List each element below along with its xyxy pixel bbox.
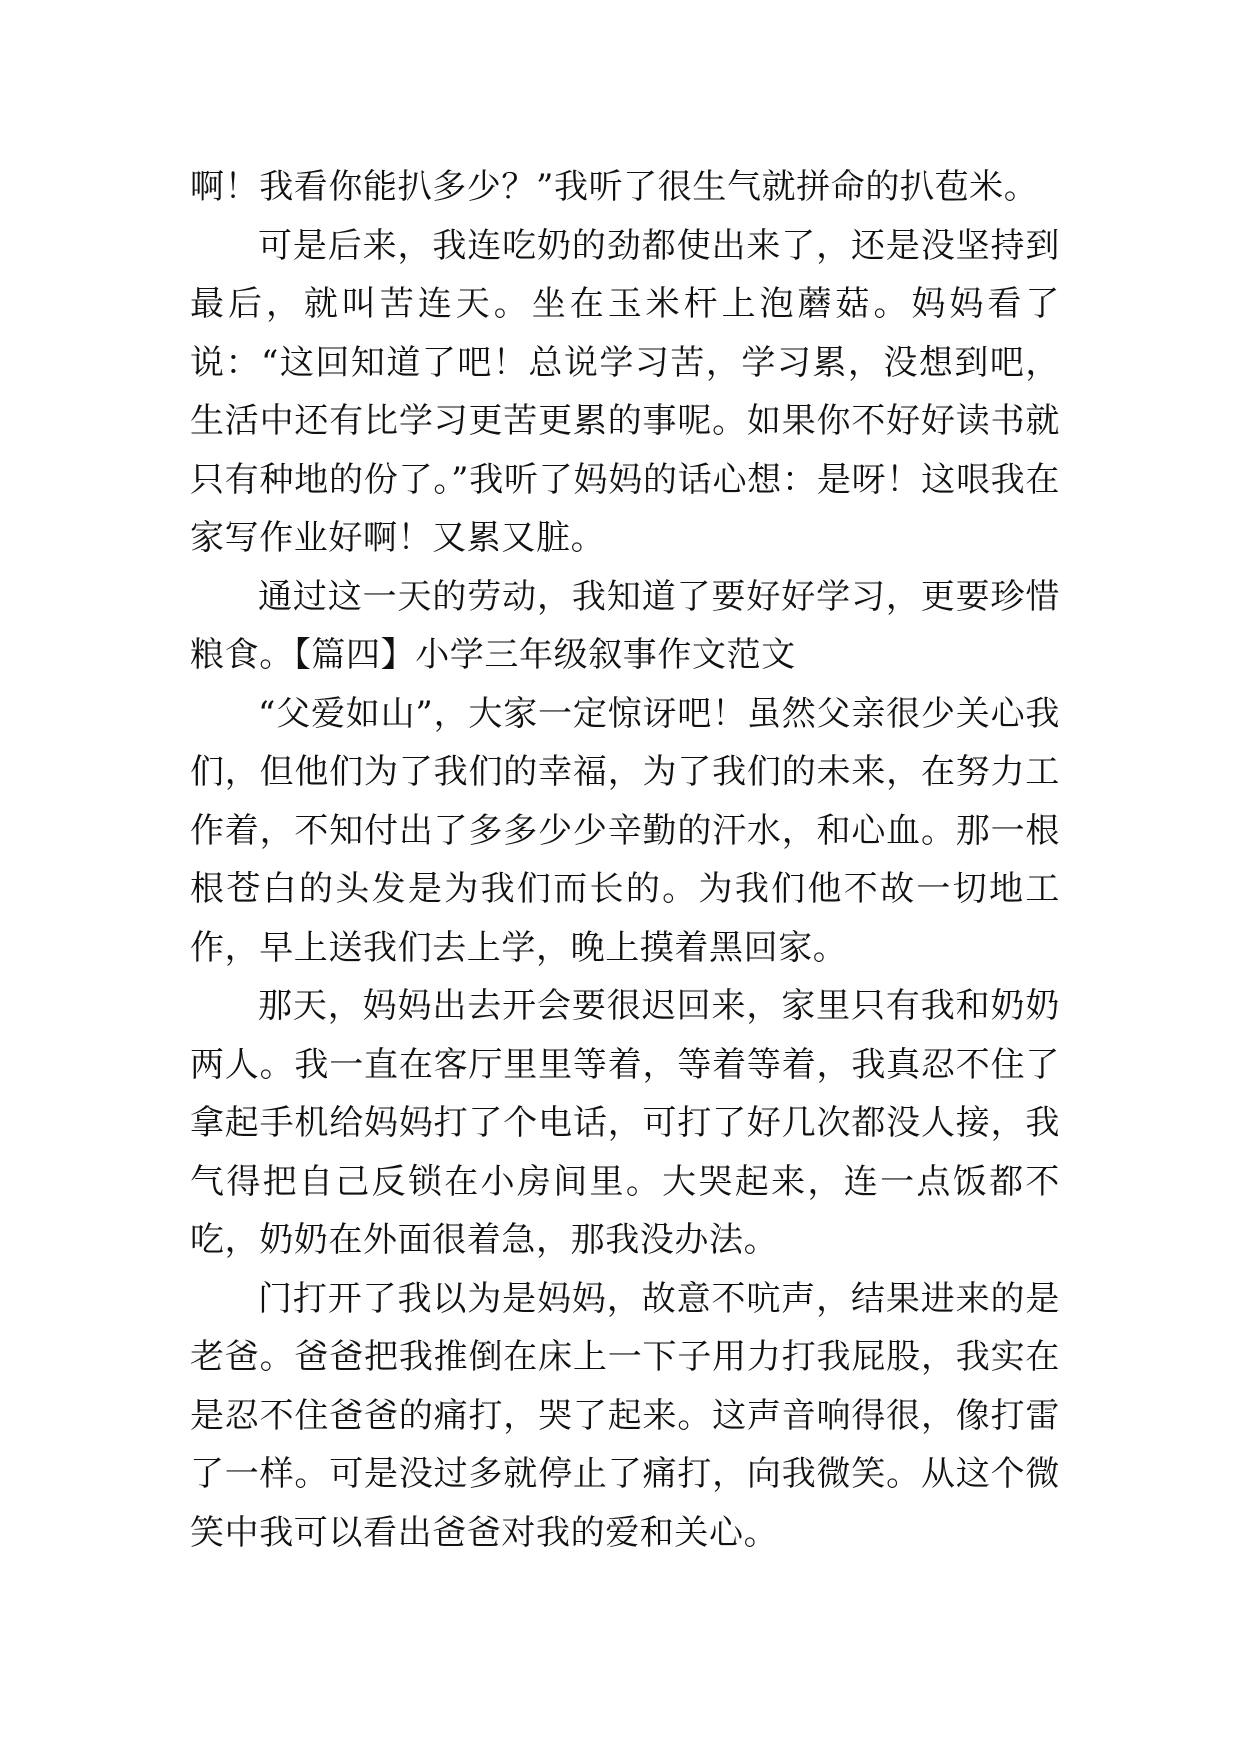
paragraph-1: 啊！我看你能扒多少？”我听了很生气就拼命的扒苞米。 [190,167,1039,207]
paragraph-4: “父爱如山”，大家一定惊讶吧！虽然父亲很少关心我们，但他们为了我们的幸福，为了我们的未来，在努力工作着，不知付出了多多少少辛勤的汗水，和心血。那一根根苍白的头发是为我们而长的。为我们他不故一切地工作，早上送我们去上学，晚上摸着黑回家。 [190,693,1060,968]
paragraph-2: 可是后来，我连吃奶的劲都使出来了，还是没坚持到最后，就叫苦连天。坐在玉米杆上泡蘑菇。妈妈看了说：“这回知道了吧！总说学习苦，学习累，没想到吧，生活中还有比学习更苦更累的事呢。如果你不好好读书就只有种地的份了。”我听了妈妈的话心想：是呀！这哏我在家写作业好啊！又累又脏。 [190,225,1060,558]
document-page [190,158,1060,1562]
paragraph-5: 那天，妈妈出去开会要很迟回来，家里只有我和奶奶两人。我一直在客厅里里等着，等着等着，我真忍不住了拿起手机给妈妈打了个电话，可打了好几次都没人接，我气得把自己反锁在小房间里。大哭起来，连一点饭都不吃，奶奶在外面很着急，那我没办法。 [190,986,1060,1260]
paragraph-6: 门打开了我以为是妈妈，故意不吭声，结果进来的是老爸。爸爸把我推倒在床上一下子用力打我屁股，我实在是忍不住爸爸的痛打，哭了起来。这声音响得很，像打雷了一样。可是没过多就停止了痛打，向我微笑。从这个微笑中我可以看出爸爸对我的爱和关心。 [190,1278,1060,1553]
paragraph-3: 通过这一天的劳动，我知道了要好好学习，更要珍惜粮食。【篇四】小学三年级叙事作文范文 [190,576,1060,675]
